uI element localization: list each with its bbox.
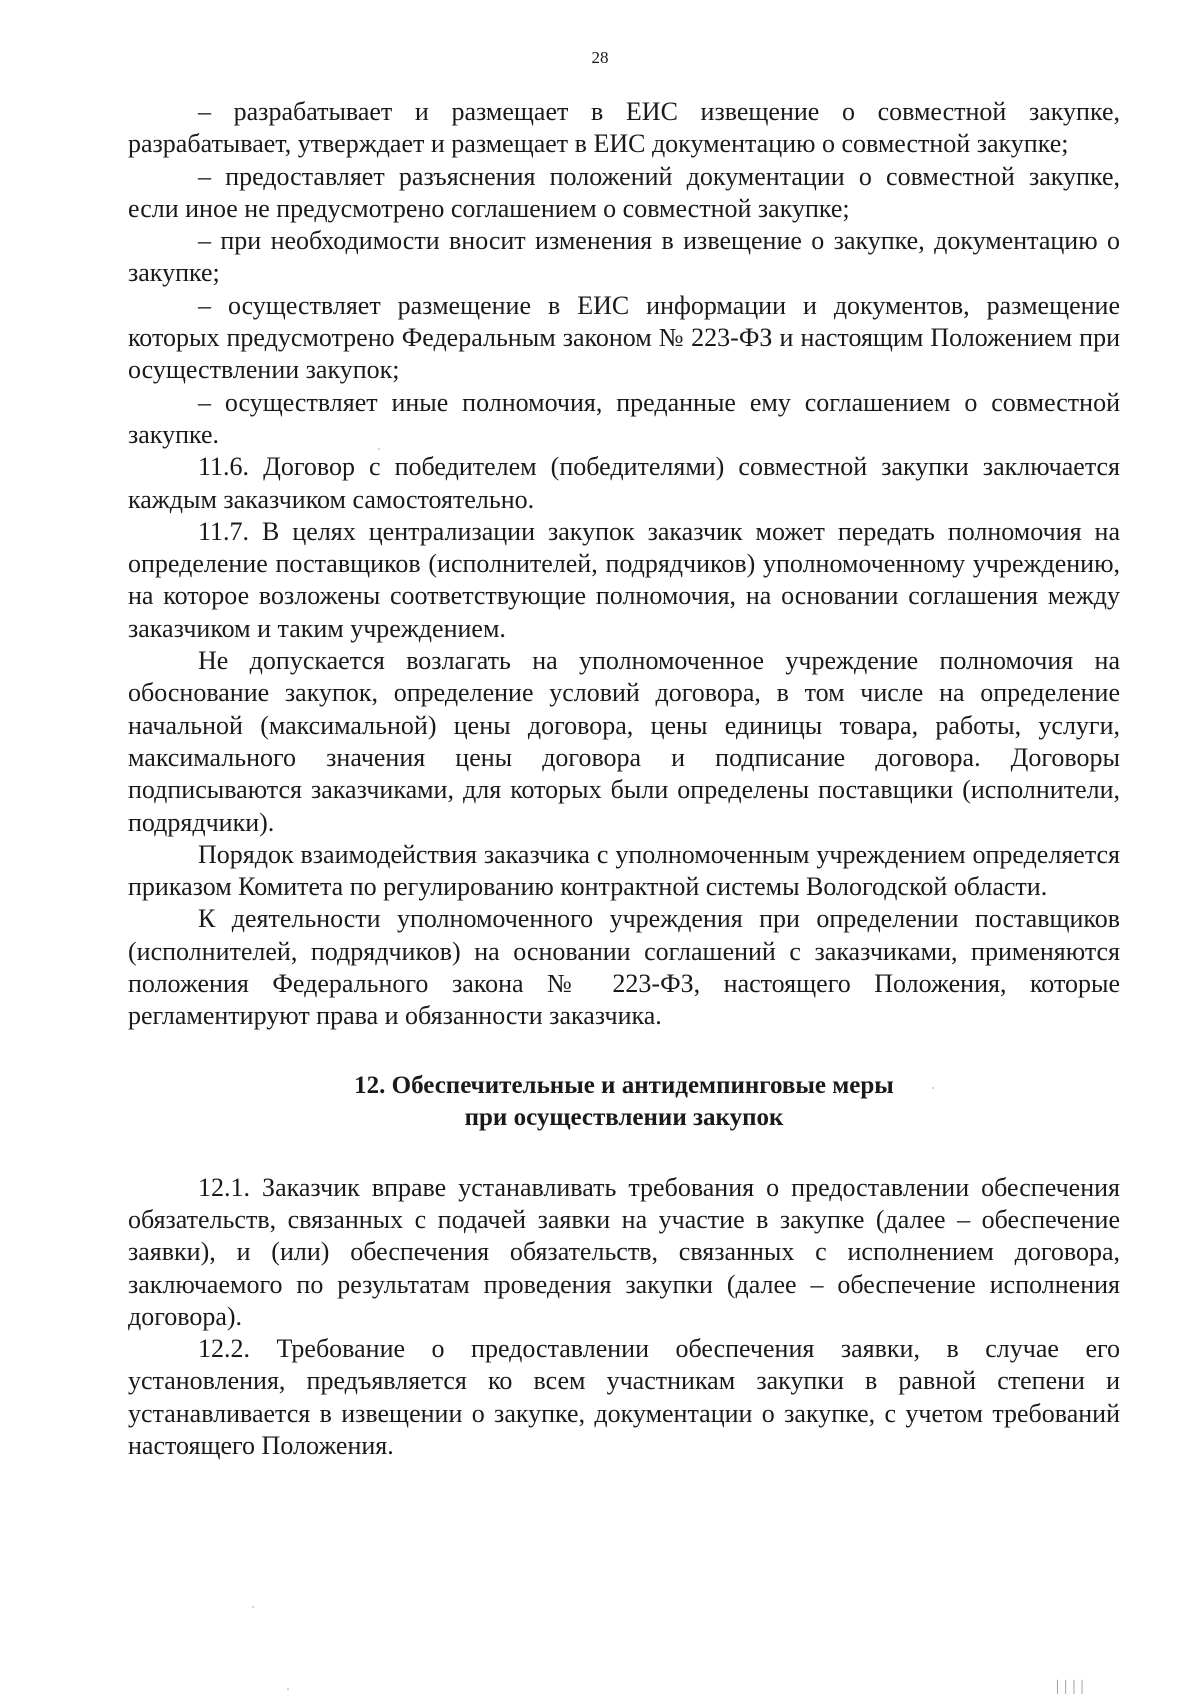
paragraph-interaction-order: Порядок взаимодействия заказчика с уполномоченным учреждением определяется приказом Комитета по регулированию контрактной системы Вологодской области. (128, 839, 1120, 902)
paragraph-authorized-institution: К деятельности уполномоченного учреждения при определении поставщиков (исполнителей, подрядчиков) на основании соглашений с заказчиками, применяются положения Федерального закона № 223-ФЗ, настоящего Положения, которые регламентируют права и обязанности заказчика. (128, 904, 1120, 1031)
clause-12-2: 12.2. Требование о предоставлении обеспечения заявки, в случае его установления, предъявляется ко всем участникам закупки в равной степени и устанавливается в извещении о закупке, документации о закупке, с учетом требований настоящего Положения. (128, 1334, 1120, 1460)
scan-speck (932, 1087, 934, 1089)
list-item-amendments: – при необходимости вносит изменения в извещение о закупке, документацию о закупке; (128, 226, 1120, 288)
section-heading-line-2: при осуществлении закупок (464, 1103, 784, 1131)
document-body (128, 96, 1120, 1462)
scan-speck (252, 1606, 254, 1608)
scan-artifact-mark: ▏▏▏▏ (1057, 1680, 1090, 1694)
section-heading-line-1: 12. Обеспечительные и антидемпинговые меры (354, 1071, 894, 1099)
clause-12-1: 12.1. Заказчик вправе устанавливать требования о предоставлении обеспечения обязательств, связанных с подачей заявки на участие в закупке (далее – обеспечение заявки), и (или) обеспечения обязательств, связанных с исполнением договора, заключаемого по результатам проведения закупки (далее – обеспечение исполнения договора). (128, 1172, 1120, 1331)
clause-11-7: 11.7. В целях централизации закупок заказчик может передать полномочия на определение поставщиков (исполнителей, подрядчиков) уполномоченному учреждению, на которое возложены соответствующие полномочия, на основании соглашения между заказчиком и таким учреждением. (128, 516, 1120, 643)
page-number: 28 (591, 48, 609, 67)
scan-speck (378, 448, 380, 450)
section-heading (128, 1070, 1120, 1134)
list-item-clarifications: – предоставляет разъяснения положений документации о совместной закупке, если иное не предусмотрено соглашением о совместной закупке; (128, 161, 1120, 223)
scan-speck (287, 1688, 289, 1690)
clause-11-6: 11.6. Договор с победителем (победителями) совместной закупки заключается каждым заказчиком самостоятельно. (128, 452, 1120, 514)
list-item-eis-publication: – осуществляет размещение в ЕИС информации и документов, размещение которых предусмотрено Федеральным законом № 223-ФЗ и настоящим Положением при осуществлении закупок; (128, 290, 1120, 385)
list-item-other-powers: – осуществляет иные полномочия, преданные ему соглашением о совместной закупке. (128, 387, 1120, 449)
paragraph-restrictions: Не допускается возлагать на уполномоченное учреждение полномочия на обоснование закупок, определение условий договора, в том числе на определение начальной (максимальной) цены договора, цены единицы товара, работы, услуги, максимального значения цены договора и подписание договора. Договоры подписываются заказчиками, для которых были определены поставщики (исполнители, подрядчики). (128, 646, 1120, 837)
list-item-publish-notice: – разрабатывает и размещает в ЕИС извещение о совместной закупке, разрабатывает, утверждает и размещает в ЕИС документацию о совместной закупке; (128, 97, 1120, 159)
